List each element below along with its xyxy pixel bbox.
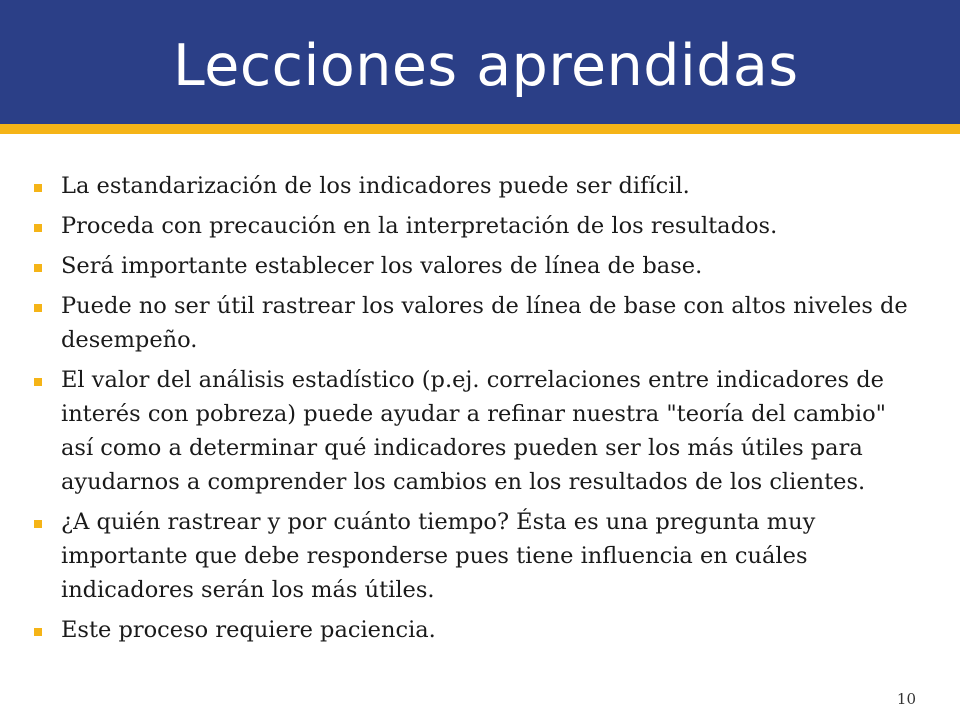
square-bullet-icon — [34, 224, 42, 232]
bullet-item — [34, 249, 924, 283]
bullet-text: La estandarización de los indicadores puede ser difícil. — [61, 173, 690, 199]
square-bullet-icon — [34, 304, 42, 312]
page-number: 10 — [896, 690, 916, 708]
bullet-text: ¿A quién rastrear y por cuánto tiempo? Ésta es una pregunta muy importante que debe responderse pues tiene influencia en cuáles indicadores serán los más útiles. — [61, 509, 816, 603]
accent-divider — [0, 124, 960, 134]
bullet-item — [34, 363, 924, 499]
slide-title: Lecciones aprendidas — [173, 33, 799, 99]
square-bullet-icon — [34, 628, 42, 636]
bullet-item — [34, 505, 924, 607]
square-bullet-icon — [34, 378, 42, 386]
square-bullet-icon — [34, 264, 42, 272]
bullet-text: Proceda con precaución en la interpretación de los resultados. — [61, 213, 778, 239]
title-bar — [0, 0, 960, 124]
bullet-item — [34, 169, 924, 203]
square-bullet-icon — [34, 184, 42, 192]
square-bullet-icon — [34, 520, 42, 528]
bullet-item — [34, 613, 924, 647]
bullet-text: El valor del análisis estadístico (p.ej. correlaciones entre indicadores de interés con pobreza) puede ayudar a refinar nuestra "teoría del cambio" así como a determinar qué indicadores pueden ser los más útiles para ayudarnos a comprender los cambios en los resultados de los clientes. — [61, 367, 886, 495]
bullet-item — [34, 209, 924, 243]
bullet-text: Este proceso requiere paciencia. — [61, 617, 436, 643]
bullet-text: Será importante establecer los valores de línea de base. — [61, 253, 703, 279]
bullet-list — [34, 169, 924, 653]
bullet-item — [34, 289, 924, 357]
bullet-text: Puede no ser útil rastrear los valores de línea de base con altos niveles de desempeño. — [61, 293, 908, 353]
